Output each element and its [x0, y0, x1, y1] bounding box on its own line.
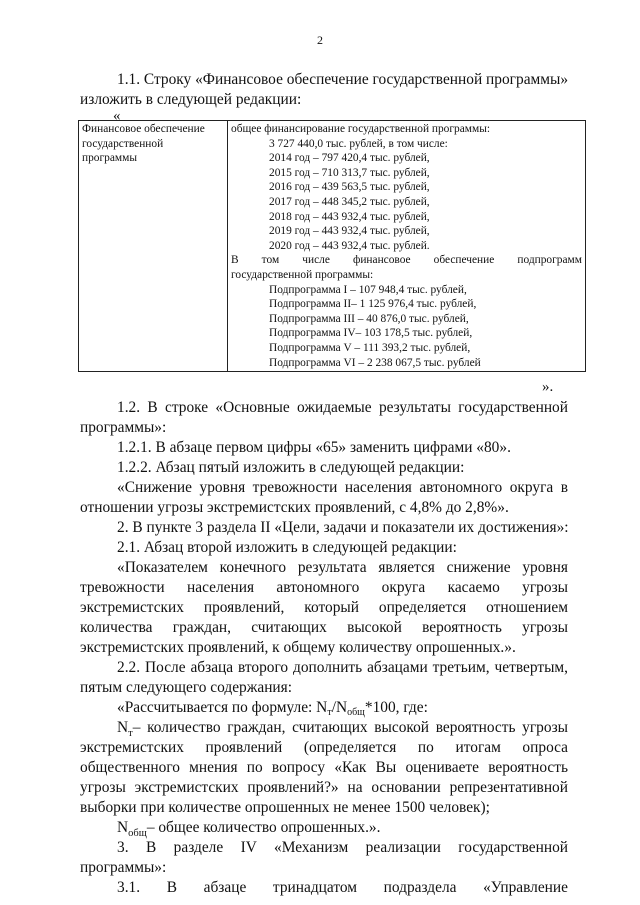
paragraph-1-2-2: 1.2.2. Абзац пятый изложить в следующей редакции:	[117, 459, 465, 476]
formula-subscript-total: общ	[347, 707, 365, 718]
subprogram-line: Подпрограмма VI – 2 238 067,5 тыс. рублей	[269, 356, 481, 369]
quote-2-line-4: количества граждан, считающих высокой вероятность угрозы	[80, 619, 568, 636]
paragraph-2: 2. В пункте 3 раздела II «Цели, задачи и показатели их достижения»:	[117, 519, 569, 536]
opening-quote: «	[113, 108, 121, 124]
year-line: 2016 год – 439 563,5 тыс. рублей,	[269, 181, 430, 194]
paragraph-2-2-line-1: 2.2. После абзаца второго дополнить абзацами третьим, четвертым,	[117, 659, 568, 676]
year-line: 2018 год – 443 932,4 тыс. рублей,	[269, 210, 430, 223]
intro-word: подпрограмм	[517, 254, 582, 267]
paragraph-2-2-line-2: пятым следующего содержания:	[80, 679, 293, 696]
nt-subscript: т	[128, 728, 133, 739]
formula-text-end: *100, где:	[364, 699, 428, 716]
intro-word: том	[261, 254, 280, 267]
intro-word: числе	[302, 254, 330, 267]
paragraph-1-2-line-1: 1.2. В строке «Основные ожидаемые результаты государственной	[117, 399, 568, 416]
closing-quote: ».	[542, 379, 554, 395]
quote-1-line-2: отношении угрозы экстремистских проявлений, с 4,8% до 2,8%».	[80, 499, 509, 516]
paragraph-3-1: 3.1. В абзаце тринадцатом подраздела «Управление	[117, 879, 568, 896]
intro-line-1: 1.1. Строку «Финансовое обеспечение государственной программы»	[117, 71, 569, 88]
quote-2-line-2: тревожности населения автономного округа касаемо угрозы	[80, 579, 568, 596]
table-row-value	[228, 121, 586, 372]
formula-divide: /N	[331, 699, 348, 716]
nobsh-text: – общее количество опрошенных.».	[146, 819, 381, 836]
total-title: общее финансирование государственной программы:	[231, 123, 491, 135]
financing-table	[78, 120, 586, 372]
formula-subscript-t: т	[327, 707, 332, 718]
subprogram-intro	[231, 253, 582, 268]
year-line: 2014 год – 797 420,4 тыс. рублей,	[269, 152, 430, 165]
intro-word: финансовое	[352, 254, 411, 267]
quote-2-line-3: экстремистских проявлений, который определяется отношением	[80, 599, 568, 616]
subprogram-line: Подпрограмма II– 1 125 976,4 тыс. рублей,	[269, 298, 477, 311]
year-line: 2017 год – 448 345,2 тыс. рублей,	[269, 195, 430, 208]
nt-text: – количество граждан, считающих высокой вероятность угрозы	[132, 719, 568, 736]
definition-nt-line-2: экстремистских проявлений (определяется по итогам опроса	[80, 739, 568, 756]
year-line: 2019 год – 443 932,4 тыс. рублей,	[269, 225, 430, 238]
intro-line-2: изложить в следующей редакции:	[80, 91, 302, 108]
page-number: 2	[317, 33, 323, 47]
intro-word: В	[231, 254, 239, 267]
paragraph-3-line-1: 3. В разделе IV «Механизм реализации государственной	[117, 839, 568, 856]
definition-nt-line-4: угрозы экстремистских проявлений?» на основании репрезентативной	[80, 779, 568, 796]
nobsh-subscript: общ	[128, 828, 147, 839]
year-line: 2015 год – 710 313,7 тыс. рублей,	[269, 166, 430, 179]
subprogram-line: Подпрограмма I – 107 948,4 тыс. рублей,	[269, 283, 467, 296]
quote-2-line-5: экстремистских проявлений, к общему количеству опрошенных.».	[80, 639, 516, 656]
paragraph-2-1: 2.1. Абзац второй изложить в следующей редакции:	[117, 539, 457, 556]
definition-nt-line-3: общественного мнения по вопросу «Как Вы оцениваете вероятность	[80, 759, 568, 776]
year-line: 2020 год – 443 932,4 тыс. рублей.	[269, 239, 430, 252]
row-label-line: программы	[82, 152, 137, 165]
subprogram-line: Подпрограмма IV– 103 178,5 тыс. рублей,	[269, 327, 473, 340]
paragraph-1-2-line-2: программы»:	[80, 419, 167, 436]
paragraph-3-line-2: программы»:	[80, 859, 167, 876]
definition-nt-line-5: выборки при количестве опрошенных не менее 1500 человек);	[80, 799, 490, 816]
row-label-line: Финансовое обеспечение	[82, 123, 205, 135]
subprogram-line: Подпрограмма III – 40 876,0 тыс. рублей,	[269, 312, 469, 325]
total-line: 3 727 440,0 тыс. рублей, в том числе:	[269, 137, 448, 150]
subprogram-intro-line-2: государственной программы:	[231, 268, 374, 281]
formula-text-start: «Рассчитывается по формуле: N	[117, 699, 328, 716]
quote-1-line-1: «Снижение уровня тревожности населения автономного округа в	[117, 479, 568, 496]
subprogram-line: Подпрограмма V – 111 393,2 тыс. рублей,	[269, 341, 471, 354]
nt-symbol: N	[117, 719, 129, 736]
nobsh-symbol: N	[117, 819, 129, 836]
row-label-line: государственной	[82, 137, 164, 150]
paragraph-1-2-1: 1.2.1. В абзаце первом цифры «65» заменить цифрами «80».	[117, 439, 511, 456]
table-row-label	[79, 121, 228, 372]
quote-2-line-1: «Показателем конечного результата является снижение уровня	[117, 559, 568, 576]
intro-word: обеспечение	[433, 254, 495, 267]
